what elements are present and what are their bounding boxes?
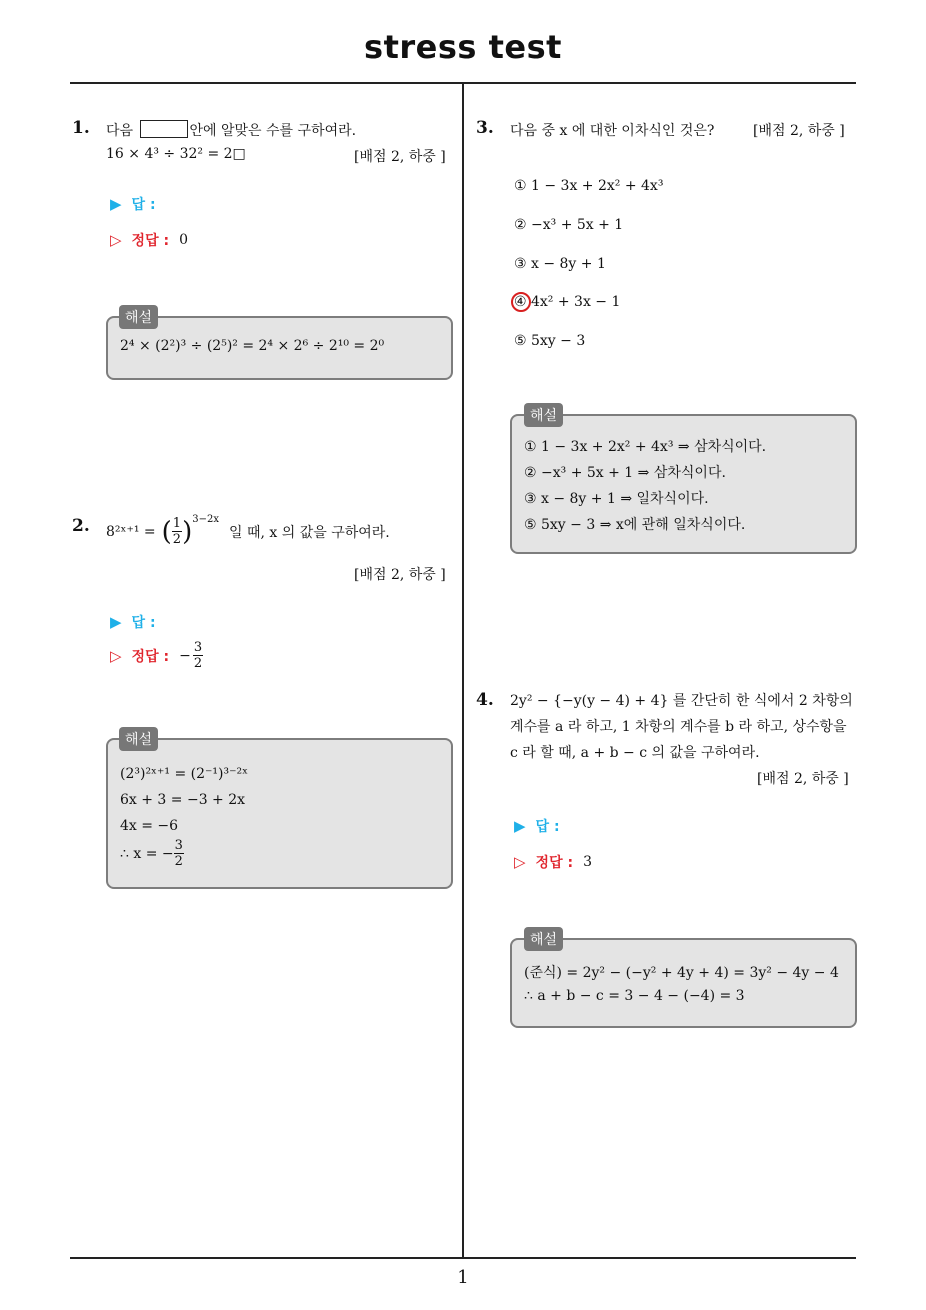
explanation-box — [106, 738, 453, 889]
explanation-line: (2³)²ˣ⁺¹ = (2⁻¹)³⁻²ˣ — [120, 766, 249, 782]
explanation-line: ∴ a + b − c = 3 − 4 − (−4) = 3 — [524, 988, 745, 1004]
choice-5[interactable]: ⑤ 5xy − 3 — [514, 333, 586, 349]
answer-blank — [140, 120, 188, 138]
problem-stem-line: c 라 할 때, a + b − c 의 값을 구하여라. — [510, 745, 760, 761]
correct-label: 정답 : — [131, 233, 170, 249]
explanation-line: ① 1 − 3x + 2x² + 4x³ ⇒ 삼차식이다. — [524, 439, 767, 455]
correct-answer-row — [110, 640, 203, 671]
problem-meta: [배점 2, 하중 ] — [757, 771, 849, 787]
footer-rule — [70, 1257, 856, 1259]
explanation-box — [510, 938, 857, 1028]
answer-row[interactable] — [110, 612, 156, 632]
choice-4[interactable]: ④ 4x² + 3x − 1 — [514, 294, 621, 310]
choice-2[interactable]: ② −x³ + 5x + 1 — [514, 217, 624, 233]
problem-meta: [배점 2, 하중 ] — [753, 123, 845, 139]
correct-value: 3 — [583, 854, 592, 870]
selected-circle-icon — [511, 292, 531, 312]
choice-3[interactable]: ③ x − 8y + 1 — [514, 256, 606, 272]
explanation-line: ∴ x = − $\frac{3}{2}$ — [120, 838, 183, 869]
problem-stem-line: 계수를 a 라 하고, 1 차항의 계수를 b 라 하고, 상수항을 — [510, 719, 847, 735]
problem-meta: [배점 2, 하중 ] — [354, 567, 446, 583]
problem-number: 3. — [476, 118, 494, 138]
fraction: $\frac{1}{2}$ — [172, 516, 182, 547]
problem-stem: 다음 안에 알맞은 수를 구하여라. — [106, 120, 356, 140]
outline-arrow-icon: ▷ — [110, 646, 122, 665]
correct-answer-row — [514, 852, 592, 872]
correct-answer-row — [110, 230, 188, 250]
answer-label: 답 : — [131, 197, 156, 213]
answer-row[interactable] — [514, 816, 560, 836]
problem-stem: 8²ˣ⁺¹ = ( $\frac{1}{2}$ ) 3−2x 일 때, x 의 값을 구하여라. — [106, 514, 390, 547]
correct-label: 정답 : — [131, 648, 170, 665]
explanation-line: 6x + 3 = −3 + 2x — [120, 792, 246, 808]
answer-label: 답 : — [131, 615, 156, 631]
explanation-tag: 해설 — [119, 305, 158, 329]
problem-number: 2. — [72, 516, 90, 536]
problem-expression: 16 × 4³ ÷ 32² = 2□ — [106, 146, 246, 162]
problem-stem: 다음 중 x 에 대한 이차식인 것은? — [510, 123, 715, 139]
choice-1[interactable]: ① 1 − 3x + 2x² + 4x³ — [514, 178, 664, 194]
answer-row[interactable] — [110, 194, 156, 214]
explanation-line: 4x = −6 — [120, 818, 179, 834]
correct-label: 정답 : — [535, 855, 574, 871]
explanation-line: (준식) = 2y² − (−y² + 4y + 4) = 3y² − 4y − 4 — [524, 965, 839, 981]
explanation-tag: 해설 — [524, 927, 563, 951]
page-number: 1 — [457, 1267, 469, 1288]
outline-arrow-icon: ▷ — [514, 853, 526, 871]
correct-value: − $\frac{3}{2}$ — [179, 640, 203, 671]
explanation-line: ② −x³ + 5x + 1 ⇒ 삼차식이다. — [524, 465, 726, 481]
problem-number: 4. — [476, 690, 494, 710]
play-arrow-icon: ▶ — [110, 613, 122, 631]
correct-value: 0 — [179, 232, 188, 248]
column-divider — [462, 82, 464, 1258]
problem-stem-line: 2y² − {−y(y − 4) + 4} 를 간단히 한 식에서 2 차항의 — [510, 693, 853, 709]
explanation-box — [106, 316, 453, 380]
explanation-line: 2⁴ × (2²)³ ÷ (2⁵)² = 2⁴ × 2⁶ ÷ 2¹⁰ = 2⁰ — [120, 338, 385, 354]
explanation-line: ③ x − 8y + 1 ⇒ 일차식이다. — [524, 491, 709, 507]
explanation-tag: 해설 — [524, 403, 563, 427]
problem-meta: [배점 2, 하중 ] — [354, 149, 446, 165]
answer-label: 답 : — [535, 819, 560, 835]
explanation-tag: 해설 — [119, 727, 158, 751]
problem-number: 1. — [72, 118, 90, 138]
page-title: stress test — [364, 28, 562, 66]
outline-arrow-icon: ▷ — [110, 231, 122, 249]
play-arrow-icon: ▶ — [514, 817, 526, 835]
explanation-box — [510, 414, 857, 554]
explanation-line: ⑤ 5xy − 3 ⇒ x에 관해 일차식이다. — [524, 517, 746, 533]
exponent: 3−2x — [192, 514, 219, 525]
play-arrow-icon: ▶ — [110, 195, 122, 213]
